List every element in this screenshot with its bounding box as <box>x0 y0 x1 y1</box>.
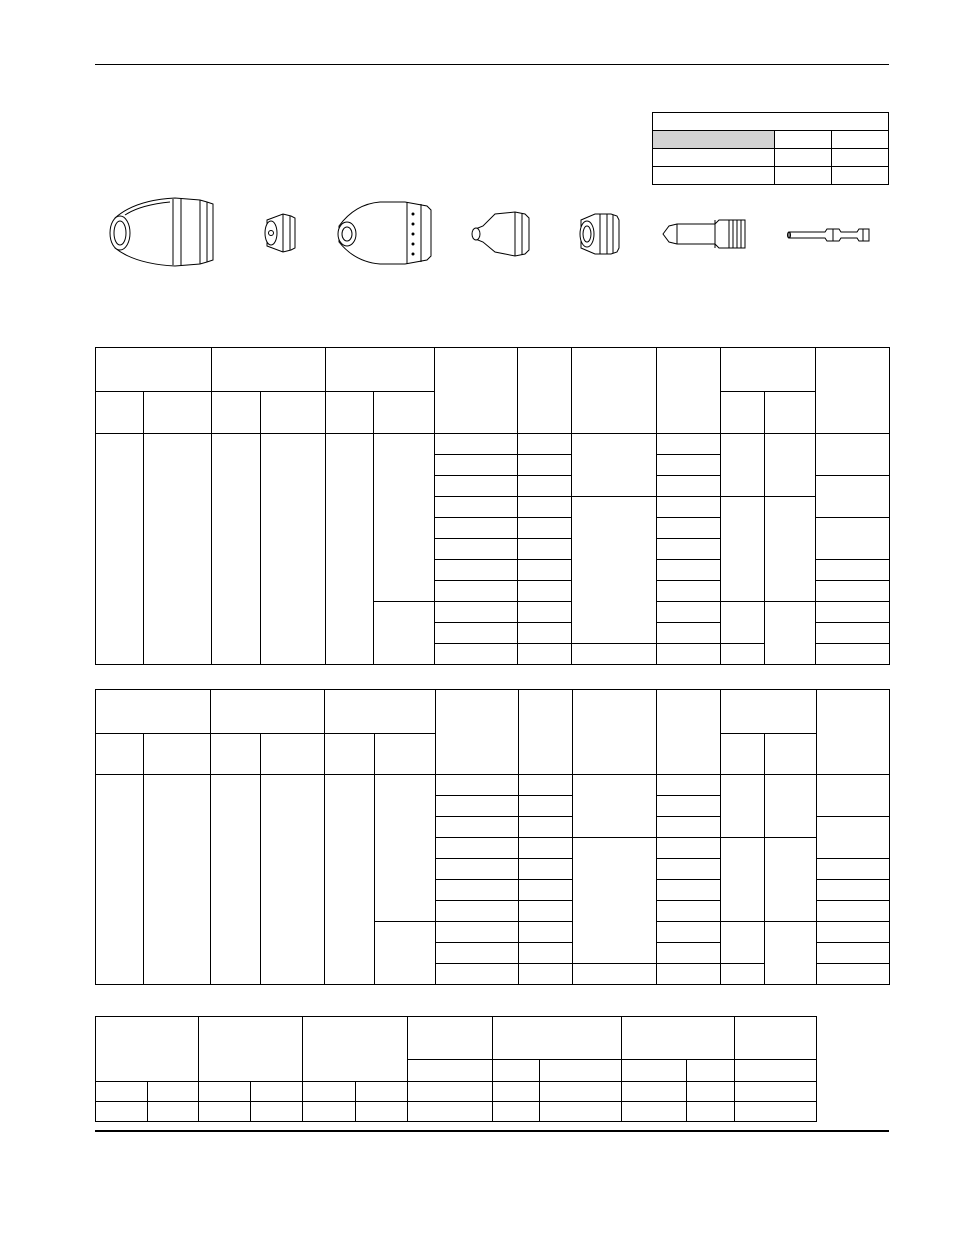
table-header-cell <box>573 690 657 775</box>
table-cell <box>657 581 721 602</box>
table-cell <box>721 644 765 665</box>
table-cell <box>721 964 765 985</box>
table-subheader-cell <box>687 1060 735 1082</box>
table-header-cell <box>817 690 890 775</box>
table-cell <box>657 880 721 901</box>
table-cell <box>518 476 572 497</box>
table-cell <box>817 964 890 985</box>
table-cell <box>622 1102 687 1122</box>
shield-cap-part-icon <box>265 214 295 252</box>
table-header-cell <box>408 1017 493 1060</box>
cut-chart-table-c <box>95 1016 817 1122</box>
table-cell <box>435 497 518 518</box>
table-cell <box>765 838 817 922</box>
table-cell <box>519 901 573 922</box>
table-subheader-cell <box>212 392 261 434</box>
table-cell <box>518 434 572 455</box>
table-header-cell <box>435 348 518 434</box>
table-cell <box>518 518 572 539</box>
table-cell <box>657 623 721 644</box>
table-cell <box>408 1082 493 1102</box>
table-cell <box>816 434 890 476</box>
table-cell <box>325 775 375 985</box>
table-cell <box>435 434 518 455</box>
table-subheader-cell <box>493 1060 540 1082</box>
table-cell <box>765 922 817 985</box>
table-cell <box>817 901 890 922</box>
table-cell <box>657 964 721 985</box>
table-header-cell <box>436 690 519 775</box>
table-subheader-cell <box>721 734 765 775</box>
table-cell <box>657 560 721 581</box>
table-cell <box>657 901 721 922</box>
reference-table-cell <box>775 167 832 185</box>
consumable-parts-illustration <box>95 190 889 290</box>
table-cell <box>303 1102 356 1122</box>
table-subheader-cell <box>211 734 261 775</box>
table-cell <box>657 434 721 455</box>
reference-table-cell <box>832 149 889 167</box>
table-cell <box>573 964 657 985</box>
table-cell <box>817 922 890 943</box>
table-cell <box>148 1082 199 1102</box>
table-header-cell <box>303 1017 408 1082</box>
table-cell <box>374 434 435 602</box>
table-cell <box>765 434 816 497</box>
table-cell <box>816 581 890 602</box>
footer-rule <box>95 1130 889 1132</box>
table-header-cell <box>96 690 211 734</box>
table-cell <box>816 476 890 518</box>
reference-table-cell <box>775 131 832 149</box>
table-cell <box>435 644 518 665</box>
table-cell <box>212 434 261 665</box>
table-cell <box>435 476 518 497</box>
table-cell <box>436 943 519 964</box>
table-cell <box>519 880 573 901</box>
table-cell <box>735 1082 817 1102</box>
table-subheader-cell <box>326 392 374 434</box>
table-cell <box>816 623 890 644</box>
table-cell <box>657 838 721 859</box>
table-cell <box>436 880 519 901</box>
table-cell <box>148 1102 199 1122</box>
table-cell <box>436 859 519 880</box>
table-cell <box>572 644 657 665</box>
table-cell <box>817 880 890 901</box>
table-header-cell <box>325 690 436 734</box>
nozzle-part-icon <box>472 212 529 256</box>
reference-table-cell <box>653 167 775 185</box>
table-cell <box>721 775 765 838</box>
reference-table-cell <box>653 131 775 149</box>
cut-chart-table-b <box>95 689 890 985</box>
table-cell <box>356 1102 408 1122</box>
table-cell <box>251 1082 303 1102</box>
table-cell <box>261 775 325 985</box>
table-cell <box>657 817 721 838</box>
table-cell <box>657 775 721 796</box>
table-cell <box>435 560 518 581</box>
table-cell <box>657 455 721 476</box>
table-header-cell <box>572 348 657 434</box>
table-cell <box>816 602 890 623</box>
retaining-cap-part-icon <box>338 202 431 264</box>
table-subheader-cell <box>261 392 326 434</box>
cut-chart-table-a <box>95 347 890 665</box>
table-cell <box>519 943 573 964</box>
table-subheader-cell <box>765 734 817 775</box>
table-cell <box>435 602 518 623</box>
table-cell <box>144 434 212 665</box>
table-cell <box>817 817 890 859</box>
water-tube-part-icon <box>788 229 870 241</box>
table-header-cell <box>326 348 435 392</box>
table-subheader-cell <box>325 734 375 775</box>
table-cell <box>408 1102 493 1122</box>
table-header-cell <box>199 1017 303 1082</box>
table-cell <box>96 434 144 665</box>
table-cell <box>657 922 721 943</box>
table-cell <box>519 796 573 817</box>
table-cell <box>721 922 765 964</box>
table-cell <box>436 817 519 838</box>
table-cell <box>721 434 765 497</box>
table-header-cell <box>518 348 572 434</box>
table-header-cell <box>493 1017 622 1060</box>
table-cell <box>261 434 326 665</box>
table-cell <box>436 901 519 922</box>
table-cell <box>518 560 572 581</box>
table-cell <box>657 602 721 623</box>
table-cell <box>199 1082 251 1102</box>
table-cell <box>435 623 518 644</box>
table-subheader-cell <box>735 1060 817 1082</box>
table-cell <box>657 476 721 497</box>
table-cell <box>356 1082 408 1102</box>
table-cell <box>374 602 435 665</box>
table-cell <box>519 922 573 943</box>
table-cell <box>765 775 817 838</box>
table-subheader-cell <box>374 392 435 434</box>
table-cell <box>657 518 721 539</box>
table-cell <box>326 434 374 665</box>
table-cell <box>518 455 572 476</box>
table-cell <box>375 775 436 922</box>
table-cell <box>518 539 572 560</box>
table-cell <box>817 775 890 817</box>
table-cell <box>721 838 765 922</box>
table-cell <box>817 943 890 964</box>
table-cell <box>519 964 573 985</box>
table-cell <box>436 796 519 817</box>
shield-part-icon <box>110 198 213 266</box>
table-cell <box>251 1102 303 1122</box>
table-subheader-cell <box>622 1060 687 1082</box>
table-subheader-cell <box>96 734 144 775</box>
table-cell <box>519 775 573 796</box>
table-cell <box>657 859 721 880</box>
table-cell <box>436 838 519 859</box>
table-header-cell <box>657 348 721 434</box>
table-cell <box>144 775 211 985</box>
table-cell <box>436 922 519 943</box>
table-subheader-cell <box>540 1060 622 1082</box>
table-cell <box>436 964 519 985</box>
table-cell <box>816 644 890 665</box>
table-cell <box>816 560 890 581</box>
table-cell <box>493 1102 540 1122</box>
table-cell <box>735 1102 817 1122</box>
table-cell <box>687 1082 735 1102</box>
table-cell <box>96 1102 148 1122</box>
table-cell <box>435 518 518 539</box>
table-header-cell <box>96 1017 199 1082</box>
table-cell <box>375 922 436 985</box>
table-cell <box>657 943 721 964</box>
reference-table-header <box>653 113 889 131</box>
table-cell <box>657 497 721 518</box>
table-header-cell <box>96 348 212 392</box>
table-cell <box>765 497 816 602</box>
table-subheader-cell <box>408 1060 493 1082</box>
table-cell <box>817 859 890 880</box>
table-subheader-cell <box>721 392 765 434</box>
table-header-cell <box>721 690 817 734</box>
table-header-cell <box>816 348 890 434</box>
table-cell <box>622 1082 687 1102</box>
table-subheader-cell <box>144 734 211 775</box>
table-cell <box>435 581 518 602</box>
table-cell <box>519 859 573 880</box>
table-cell <box>518 497 572 518</box>
table-cell <box>199 1102 251 1122</box>
electrode-part-icon <box>663 220 745 248</box>
table-cell <box>573 838 657 964</box>
header-rule <box>95 64 889 65</box>
table-cell <box>435 455 518 476</box>
table-cell <box>493 1082 540 1102</box>
reference-table-cell <box>775 149 832 167</box>
table-cell <box>518 581 572 602</box>
table-cell <box>572 434 657 497</box>
table-cell <box>519 838 573 859</box>
table-cell <box>303 1082 356 1102</box>
table-subheader-cell <box>765 392 816 434</box>
table-cell <box>765 602 816 665</box>
swirl-ring-part-icon <box>580 214 619 254</box>
reference-table-cell <box>653 149 775 167</box>
table-header-cell <box>721 348 816 392</box>
table-cell <box>721 602 765 644</box>
table-cell <box>721 497 765 602</box>
table-cell <box>436 775 519 796</box>
table-header-cell <box>211 690 325 734</box>
table-cell <box>540 1102 622 1122</box>
reference-table-cell <box>832 167 889 185</box>
reference-table-cell <box>832 131 889 149</box>
reference-table <box>652 112 889 185</box>
table-cell <box>211 775 261 985</box>
table-cell <box>573 775 657 838</box>
table-header-cell <box>622 1017 735 1060</box>
table-cell <box>435 539 518 560</box>
table-cell <box>816 518 890 560</box>
table-cell <box>540 1082 622 1102</box>
table-cell <box>519 817 573 838</box>
table-cell <box>657 796 721 817</box>
table-subheader-cell <box>375 734 436 775</box>
table-header-cell <box>212 348 326 392</box>
table-cell <box>96 1082 148 1102</box>
table-header-cell <box>735 1017 817 1060</box>
table-subheader-cell <box>261 734 325 775</box>
table-cell <box>518 623 572 644</box>
table-cell <box>518 644 572 665</box>
table-subheader-cell <box>144 392 212 434</box>
table-cell <box>572 497 657 644</box>
table-cell <box>518 602 572 623</box>
table-cell <box>657 539 721 560</box>
table-header-cell <box>657 690 721 775</box>
table-cell <box>657 644 721 665</box>
table-cell <box>96 775 144 985</box>
table-subheader-cell <box>96 392 144 434</box>
table-header-cell <box>519 690 573 775</box>
table-cell <box>687 1102 735 1122</box>
